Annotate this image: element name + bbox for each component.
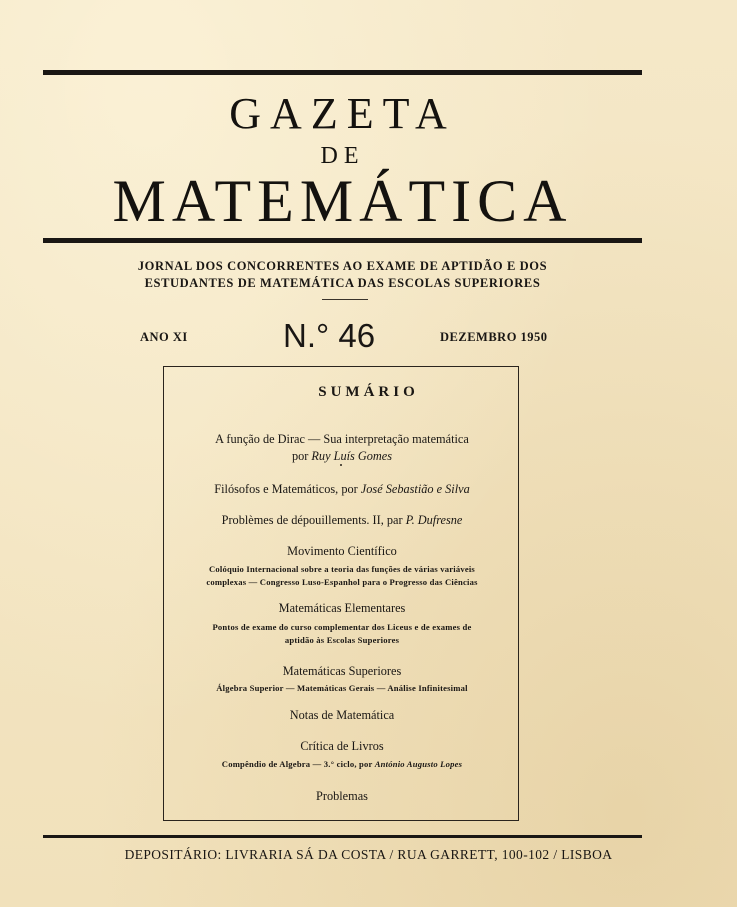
decorative-dot xyxy=(340,464,342,466)
section-heading: Matemáticas Elementares xyxy=(278,601,406,615)
section-detail-line: Pontos de exame do curso complementar dos Liceus e de exames de xyxy=(212,622,472,632)
section-heading: Matemáticas Superiores xyxy=(282,664,402,678)
masthead-title-matematica: MATEMÁTICA xyxy=(112,168,573,234)
section-detail-line xyxy=(175,758,509,771)
section-detail-line: aptidão às Escolas Superiores xyxy=(284,635,400,645)
issue-date: DEZEMBRO 1950 xyxy=(440,330,548,344)
summary-entry-title xyxy=(175,512,509,529)
author-name: P. Dufresne xyxy=(405,513,463,527)
detail-text: Compêndio de Algebra — 3.° ciclo, por xyxy=(221,759,375,769)
section-detail-line: complexas — Congresso Luso-Espanhol para o Progresso das Ciências xyxy=(206,577,478,587)
entry-title-text: Filósofos e Matemáticos, por xyxy=(214,482,361,496)
section-heading: Notas de Matemática xyxy=(289,708,395,722)
top-rule xyxy=(43,70,642,75)
subtitle-line-2: ESTUDANTES DE MATEMÁTICA DAS ESCOLAS SUPERIORES xyxy=(144,276,541,290)
footer-rule xyxy=(43,835,642,838)
masthead-title-de: DE xyxy=(320,143,365,169)
summary-entry-title: A função de Dirac — Sua interpretação matemática xyxy=(215,432,469,446)
author-name: José Sebastião e Silva xyxy=(360,482,470,496)
masthead-title-gazeta: GAZETA xyxy=(229,89,456,138)
summary-heading: SUMÁRIO xyxy=(318,384,419,400)
summary-entry-author xyxy=(175,448,509,465)
section-detail-line: Colóquio Internacional sobre a teoria das funções de várias variáveis xyxy=(209,564,475,574)
author-name: António Augusto Lopes xyxy=(374,759,463,769)
masthead-rule xyxy=(43,238,642,243)
section-heading: Problemas xyxy=(316,789,368,803)
summary-entry-title xyxy=(175,481,509,498)
section-heading: Movimento Científico xyxy=(287,544,397,558)
subtitle-divider xyxy=(322,299,368,300)
footer-distributor: DEPOSITÁRIO: LIVRARIA SÁ DA COSTA / RUA GARRETT, 100-102 / LISBOA xyxy=(124,847,613,862)
subtitle-line-1: JORNAL DOS CONCORRENTES AO EXAME DE APTIDÃO E DOS xyxy=(137,259,548,273)
issue-year: ANO XI xyxy=(140,330,188,344)
entry-title-text: Problèmes de dépouillements. II, par xyxy=(221,513,406,527)
section-heading: Crítica de Livros xyxy=(300,739,384,753)
section-detail-line: Álgebra Superior — Matemáticas Gerais — Análise Infinitesimal xyxy=(216,683,468,693)
issue-number: N.° 46 xyxy=(283,317,376,354)
by-label: por xyxy=(291,449,312,463)
author-name: Ruy Luís Gomes xyxy=(311,449,393,463)
